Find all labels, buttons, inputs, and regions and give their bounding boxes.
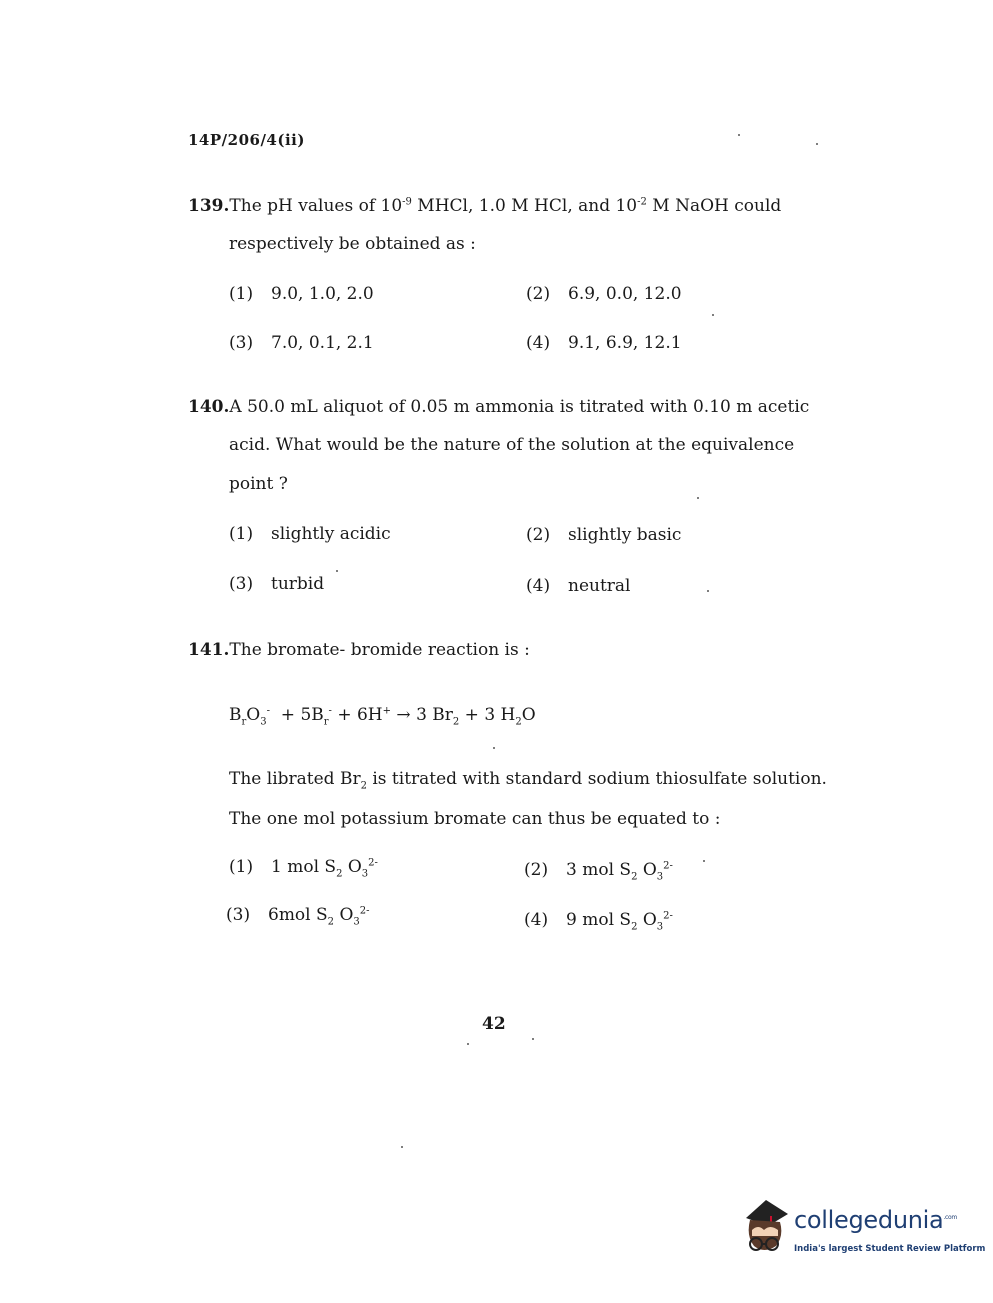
q139-line2: respectively be obtained as : <box>229 234 476 254</box>
q141-equation: $B_rO_3^- + 5B_r^- + 6H^+ \to 3$ $Br_2 + 3$ $H_2O$ <box>229 705 536 728</box>
q141-line3: The one mol potassium bromate can thus be equated to : <box>229 809 721 829</box>
scan-speck <box>703 860 705 862</box>
q140-option-1: (1) slightly acidic <box>229 524 391 544</box>
q141-option-3: (3) 6mol $S_2$ $O_3^{2-}$ <box>226 905 370 928</box>
q141-number: 141. <box>188 640 230 660</box>
q139-option-2: (2) 6.9, 0.0, 12.0 <box>526 284 682 304</box>
q141-option-2: (2) 3 mol $S_2$ $O_3^{2-}$ <box>524 860 673 883</box>
scan-speck <box>401 1146 403 1148</box>
q139-option-1: (1) 9.0, 1.0, 2.0 <box>229 284 374 304</box>
scan-speck <box>712 314 714 316</box>
scan-speck <box>707 590 709 592</box>
q140-number: 140. <box>188 397 230 417</box>
q141-line1: 141.The bromate- bromide reaction is : <box>188 640 530 660</box>
q140-line2: acid. What would be the nature of the solution at the equivalence <box>229 435 795 455</box>
q140-line3: point ? <box>229 474 288 494</box>
scan-speck <box>738 134 740 136</box>
scan-speck <box>532 1038 534 1040</box>
page-number: 42 <box>482 1014 506 1034</box>
q140-option-4: (4) neutral <box>526 576 631 596</box>
q141-option-4: (4) 9 mol $S_2$ $O_3^{2-}$ <box>524 910 673 933</box>
q139-line1: 139.The pH values of $10^{-9}$ MHCl, 1.0 M HCl, and $10^{-2}$ M NaOH could <box>188 196 782 216</box>
scan-speck <box>336 570 338 572</box>
q139-option-3: (3) 7.0, 0.1, 2.1 <box>229 333 374 353</box>
paper-code: 14P/206/4(ii) <box>188 131 305 149</box>
mascot-icon <box>736 1196 792 1258</box>
logo-tagline: India's largest Student Review Platform <box>794 1244 986 1254</box>
q139-number: 139. <box>188 196 230 216</box>
q141-option-1: (1) 1 mol $S_2$ $O_3^{2-}$ <box>229 857 378 880</box>
collegedunia-logo <box>736 1196 986 1266</box>
scan-speck <box>493 747 495 749</box>
scan-speck <box>467 1043 469 1045</box>
q140-option-2: (2) slightly basic <box>526 525 682 545</box>
q141-line2: The librated $Br_2$ is titrated with standard sodium thiosulfate solution. <box>229 769 827 792</box>
scan-speck <box>697 497 699 499</box>
q139-option-4: (4) 9.1, 6.9, 12.1 <box>526 333 682 353</box>
scan-speck <box>816 143 818 145</box>
q140-line1: 140.A 50.0 mL aliquot of 0.05 m ammonia is titrated with 0.10 m acetic <box>188 397 810 417</box>
logo-wordmark: collegedunia$^{.com}$ <box>794 1206 957 1234</box>
q140-option-3: (3) turbid <box>229 574 325 594</box>
